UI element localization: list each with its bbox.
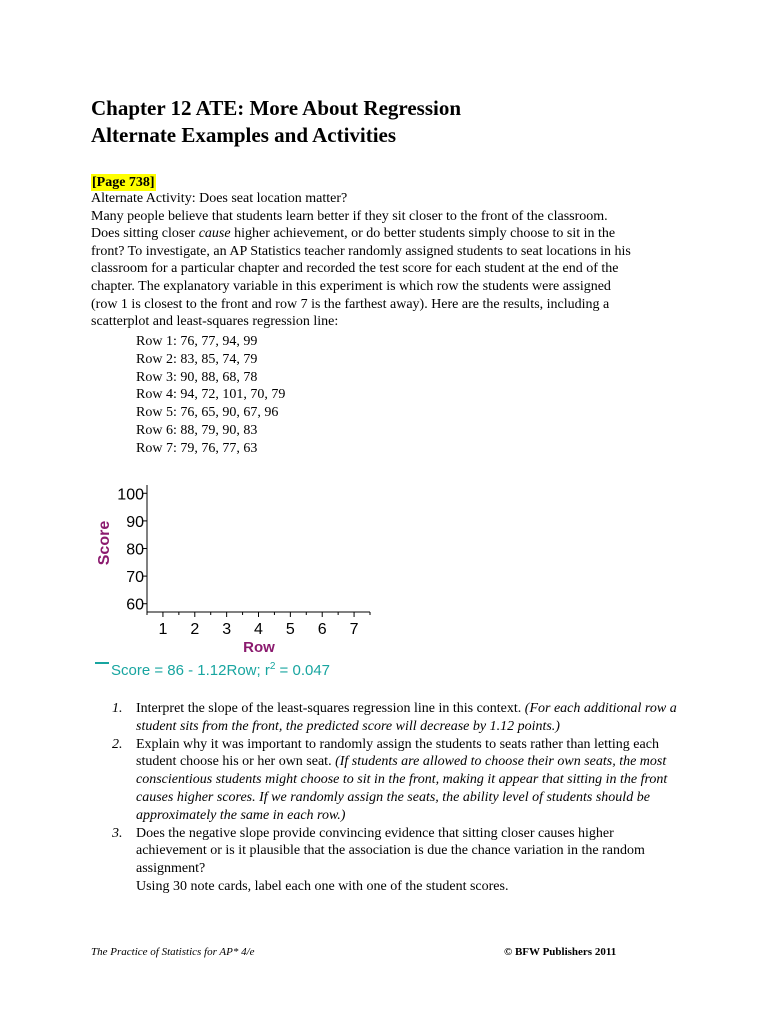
intro-line: front? To investigate, an AP Statistics teacher randomly assigned students to seat locations in his — [91, 243, 631, 259]
y-tick-label: 80 — [126, 541, 144, 559]
intro-line: classroom for a particular chapter and recorded the test score for each student at the end of the — [91, 261, 619, 277]
footer-book-title: The Practice of Statistics for AP* 4/e — [91, 946, 255, 958]
legend-equation-text: Score = 86 - 1.12Row; r — [111, 662, 270, 679]
row-data-item: Row 1: 76, 77, 94, 99 — [136, 334, 258, 349]
y-axis — [117, 485, 147, 614]
legend-equation-tail: = 0.047 — [275, 662, 331, 679]
row-data-item: Row 3: 90, 88, 68, 78 — [136, 369, 258, 385]
activity-note: Using 30 note cards, label each one with one of the student scores. — [136, 878, 509, 894]
x-tick-label: 1 — [158, 621, 168, 638]
y-axis-label: Score — [96, 520, 113, 566]
emphasis-cause: cause — [198, 226, 231, 242]
row-data-item: Row 5: 76, 65, 90, 67, 96 — [136, 405, 279, 421]
x-tick-label: 6 — [317, 621, 327, 638]
question-answer: (If students are allowed to choose their own seats, the most conscientious students might choose to sit in the front, making it appear that sitting in the front causes higher scores. If we randomly assign the seats, the ability level of students should be approximately the same in each row.) — [136, 754, 668, 823]
x-tick-label: 7 — [349, 621, 359, 638]
intro-line: chapter. The explanatory variable in this experiment is which row the students were assigned — [91, 278, 611, 294]
y-tick-label: 70 — [126, 569, 144, 587]
row-data-item: Row 4: 94, 72, 101, 70, 79 — [136, 387, 286, 403]
activity-description — [91, 190, 691, 331]
y-tick-label: 60 — [126, 596, 144, 614]
y-tick-label: 100 — [117, 486, 144, 504]
row-data-list — [136, 333, 285, 458]
question-number: 2. — [112, 736, 123, 752]
page-reference: [Page 738] — [92, 175, 155, 190]
legend-equation — [111, 661, 330, 679]
intro-line — [91, 225, 691, 243]
intro-text: higher achievement, or do better students simply choose to sit in the — [230, 226, 616, 242]
intro-line: scatterplot and least-squares regression line: — [91, 314, 339, 330]
intro-text: Does sitting closer — [91, 226, 199, 242]
scatterplot-chart — [85, 475, 385, 685]
x-tick-label: 4 — [254, 621, 263, 638]
question-list — [112, 700, 682, 896]
y-tick-label: 90 — [126, 513, 144, 531]
row-data-item: Row 2: 83, 85, 74, 79 — [136, 351, 258, 367]
x-tick-label: 2 — [190, 621, 200, 638]
question-item — [112, 736, 682, 825]
row-data-item: Row 7: 79, 76, 77, 63 — [136, 440, 258, 456]
x-axis — [147, 612, 370, 638]
question-number: 1. — [112, 701, 123, 716]
question-item — [112, 825, 682, 878]
question-text: Does the negative slope provide convincing evidence that sitting closer causes higher achievement or is it plausible that the association is due the chance variation in the random assignment? — [136, 825, 645, 877]
x-tick-label: 3 — [222, 621, 232, 638]
question-answer: (For each additional row a student sits from the front, the predicted score will decrease by 1.12 points.) — [136, 701, 677, 734]
page-title — [91, 95, 461, 149]
intro-line: (row 1 is closest to the front and row 7 is the farthest away). Here are the results, including a — [91, 296, 610, 312]
footer-copyright: © BFW Publishers 2011 — [504, 946, 617, 958]
title-line-1: Chapter 12 ATE: More About Regression — [91, 96, 462, 120]
x-axis-label: Row — [243, 639, 275, 656]
question-item — [112, 700, 682, 736]
row-data-item: Row 6: 88, 79, 90, 83 — [136, 422, 258, 438]
question-text: Explain why it was important to randomly assign the students to seats rather than letting each student choose his or her own seat. — [136, 736, 659, 770]
activity-title: Alternate Activity: Does seat location matter? — [91, 191, 348, 206]
legend-superscript: 2 — [269, 661, 276, 672]
title-line-2: Alternate Examples and Activities — [91, 123, 397, 147]
intro-line: Many people believe that students learn better if they sit closer to the front of the classroom. — [91, 208, 608, 224]
question-text: Interpret the slope of the least-squares regression line in this context. — [136, 701, 525, 716]
question-number: 3. — [112, 825, 123, 841]
x-tick-label: 5 — [285, 621, 295, 638]
